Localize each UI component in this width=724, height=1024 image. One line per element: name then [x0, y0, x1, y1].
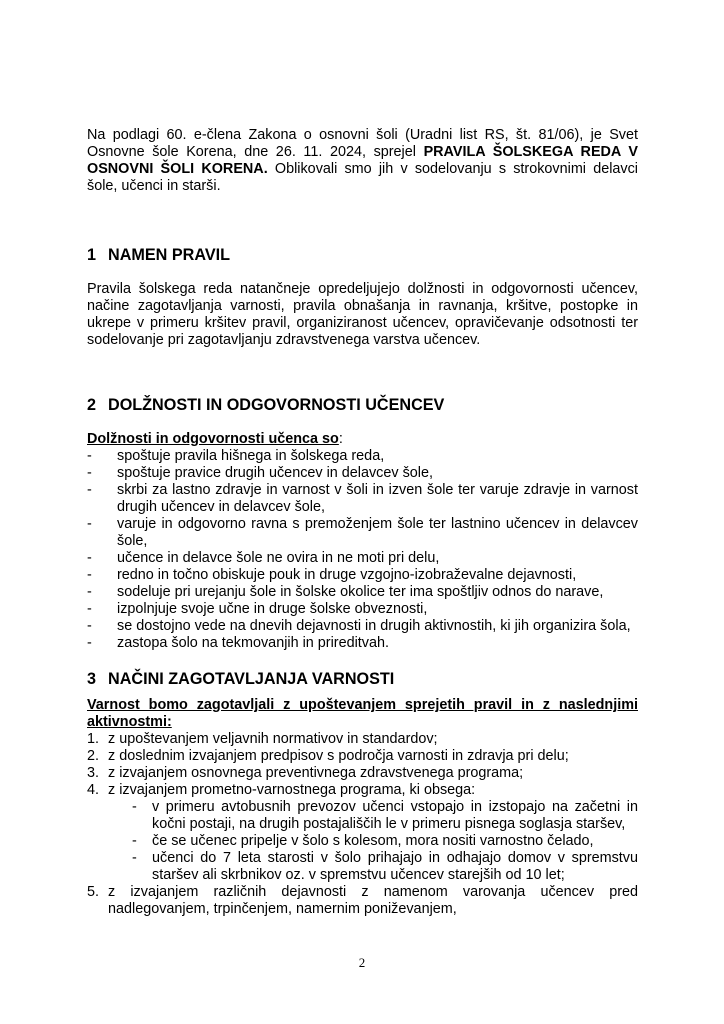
sublist-item: - v primeru avtobusnih prevozov učenci vstopajo in izstopajo na začetni in kočni postaji, na drugih postajališčih le v primeru pisnega soglasja staršev, [132, 799, 638, 833]
list-item-text: z izvajanjem prometno-varnostnega programa, ki obsega: [108, 782, 476, 798]
section-1-number: 1 [87, 246, 97, 264]
list-item: - učence in delavce šole ne ovira in ne moti pri delu, [87, 550, 638, 567]
list-item-text: z doslednim izvajanjem predpisov s področja varnosti in zdravja pri delu; [108, 748, 569, 764]
document-page [87, 127, 638, 918]
intro-text-end: Oblikovali smo jih v sodelovanju s strokovnimi delavci šole, učenci in starši. [87, 161, 638, 194]
list-item: - spoštuje pravila hišnega in šolskega reda, [87, 448, 638, 465]
section-2-number: 2 [87, 396, 97, 414]
section-3-lead [87, 697, 638, 731]
page-number: 2 [358, 955, 366, 970]
section-2-heading [87, 396, 638, 415]
section-1-text: Pravila šolskega reda natančneje opredeljujejo dolžnosti in odgovornosti učencev, načine zagotavljanja varnosti, pravila obnašanja in ravnanja, kršitve, postopke in ukrepe v primeru kršitev pravil, organiziranost učencev, opravičevanje odsotnosti ter sodelovanje pri zagotavljanju zdravstvenega varstva učencev. [87, 281, 638, 348]
list-item [87, 731, 638, 748]
list-item: - varuje in odgovorno ravna s premoženjem šole ter lastnino učencev in delavcev šole, [87, 516, 638, 550]
intro-text-start: Na podlagi 60. e-člena Zakona o osnovni šoli (Uradni list RS, št. 81/06), je Svet Osnovne šole Korena, dne 26. 11. 2024, sprejel [87, 127, 638, 160]
section-3-number: 3 [87, 670, 97, 688]
safety-list [87, 731, 638, 799]
list-item-number: 4. [87, 782, 100, 798]
list-item-number: 1. [87, 731, 100, 747]
section-3-title: NAČINI ZAGOTAVLJANJA VARNOSTI [108, 670, 395, 688]
section-1-heading [87, 246, 638, 265]
list-item-text: z izvajanjem osnovnega preventivnega zdravstvenega programa; [108, 765, 524, 781]
list-item-text: z upoštevanjem veljavnih normativov in standardov; [108, 731, 438, 747]
list-item-number: 2. [87, 748, 100, 764]
section-2-lead-colon: : [338, 431, 343, 447]
list-item-number: 5. [87, 884, 100, 900]
section-2-title: DOLŽNOSTI IN ODGOVORNOSTI UČENCEV [108, 396, 445, 414]
list-item [87, 884, 638, 918]
list-item: - zastopa šolo na tekmovanjih in prireditvah. [87, 635, 638, 652]
intro-bold-title: PRAVILA ŠOLSKEGA REDA V OSNOVNI ŠOLI KORENA. [87, 144, 638, 177]
list-item [87, 765, 638, 782]
duties-list [87, 448, 638, 652]
traffic-safety-sublist [87, 799, 638, 884]
sublist-item: - učenci do 7 leta starosti v šolo prihajajo in odhajajo domov v spremstvu staršev ali skrbnikov oz. v spremstvu učencev starejših od 10 let; [132, 850, 638, 884]
list-item [87, 782, 638, 799]
list-item [87, 748, 638, 765]
section-3-heading [87, 670, 638, 689]
safety-list-continued [87, 884, 638, 918]
list-item: - izpolnjuje svoje učne in druge šolske obveznosti, [87, 601, 638, 618]
list-item: - spoštuje pravice drugih učencev in delavcev šole, [87, 465, 638, 482]
section-2-lead [87, 431, 638, 448]
intro-paragraph [87, 127, 638, 195]
section-2-lead-text: Dolžnosti in odgovornosti učenca so [87, 431, 339, 447]
sublist-item: - če se učenec pripelje v šolo s kolesom, mora nositi varnostno čelado, [132, 833, 638, 850]
section-3-lead-text: Varnost bomo zagotavljali z upoštevanjem sprejetih pravil in z naslednjimi aktivnostmi: [87, 697, 638, 730]
list-item-number: 3. [87, 765, 100, 781]
section-1-title: NAMEN PRAVIL [108, 246, 231, 264]
list-item: - skrbi za lastno zdravje in varnost v šoli in izven šole ter varuje zdravje in varnost drugih učencev in delavcev šole, [87, 482, 638, 516]
list-item: - se dostojno vede na dnevih dejavnosti in drugih aktivnostih, ki jih organizira šola, [87, 618, 638, 635]
list-item: - redno in točno obiskuje pouk in druge vzgojno-izobraževalne dejavnosti, [87, 567, 638, 584]
list-item: - sodeluje pri urejanju šole in šolske okolice ter ima spoštljiv odnos do narave, [87, 584, 638, 601]
list-item-text: z izvajanjem različnih dejavnosti z namenom varovanja učencev pred nadlegovanjem, trpinčenjem, namernim poniževanjem, [108, 884, 638, 917]
